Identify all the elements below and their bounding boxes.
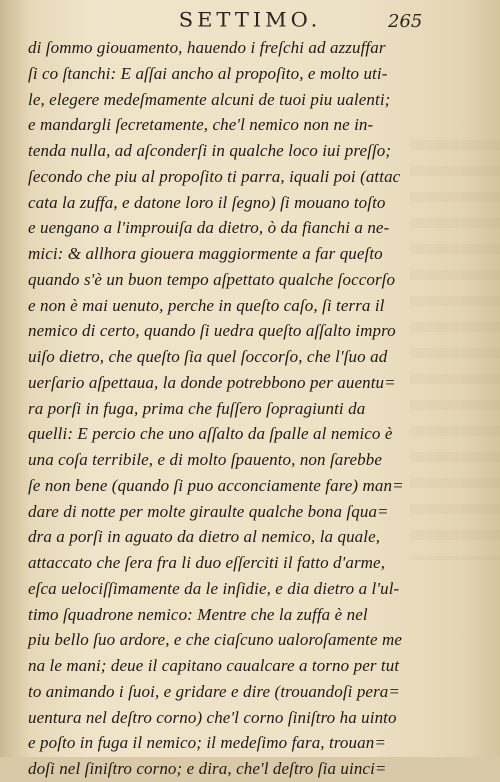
page-number: 265: [388, 11, 423, 32]
text-line: di ſommo giouamento, hauendo i freſchi ad azzuffar: [28, 38, 386, 57]
text-line: quando s'è un buon tempo aſpettato qualche ſoccorſo: [28, 269, 396, 289]
text-line: eſca uelociſſimamente da le inſidie, e dia dietro a l'ul-: [28, 578, 400, 598]
text-line: cata la zuffa, e datone loro il ſegno) ſi mouano toſto: [28, 192, 386, 212]
text-line: timo ſquadrone nemico: Mentre che la zuffa è nel: [28, 604, 368, 624]
text-line: uiſo dietro, che queſto ſia quel ſoccorſo, che l'ſuo ad: [28, 347, 388, 366]
text-line: doſi nel ſiniſtro corno; e dira, che'l deſtro ſia uinci=: [28, 759, 387, 778]
text-line: ra porſi in fuga, prima che fuſſero ſopragiunti da: [28, 398, 366, 418]
text-line: ſe non bene (quando ſi puo acconciamente fare) man=: [28, 475, 404, 495]
text-line: ſecondo che piu al propoſito ti parra, iquali poi (attac: [28, 166, 401, 186]
text-line: uentura nel deſtro corno) che'l corno ſiniſtro ha uinto: [28, 707, 397, 727]
text-line: ſi co ſtanchi: E aſſai ancho al propoſito, e molto uti-: [28, 63, 388, 83]
running-head-title: SETTIMO.: [178, 8, 322, 32]
text-line: mici: & allhora giouera maggiormente a far queſto: [28, 244, 383, 263]
text-line: dare di notte per molte giraulte qualche bona ſqua=: [28, 501, 389, 521]
text-line: e uengano a l'improuiſa da dietro, ò da fianchi a ne-: [28, 218, 390, 238]
text-line: quelli: E percio che uno aſſalto da ſpalle al nemico è: [28, 424, 393, 444]
text-line: e mandargli ſecretamente, che'l nemico non ne in-: [28, 115, 374, 135]
running-head: [0, 8, 500, 38]
text-line: na le mani; deue il capitano caualcare a torno per tut: [28, 656, 400, 675]
text-line: dra a porſi in aguato da dietro al nemico, la quale,: [28, 527, 381, 547]
text-line: le, elegere medeſmamente alcuni de tuoi piu ualenti;: [28, 89, 391, 109]
text-line: piu bello ſuo ardore, e che ciaſcuno ualoroſamente me: [28, 630, 403, 650]
text-line: una coſa terribile, e di molto ſpauento, non ſarebbe: [28, 450, 382, 469]
text-line: e non è mai uenuto, perche in queſto caſo, ſi terra il: [28, 295, 385, 315]
text-block: [28, 35, 448, 782]
text-line: nemico di certo, quando ſi uedra queſto aſſalto impro: [28, 321, 396, 341]
text-line: attaccato che ſera fra li duo eſſerciti il fatto d'arme,: [28, 553, 386, 572]
text-line: tenda nulla, ad aſconderſi in qualche loco iui preſſo;: [28, 141, 392, 160]
text-line: uerſario aſpettaua, la donde potrebbono per auentu=: [28, 372, 396, 392]
text-line: to animando i ſuoi, e gridare e dire (trouandoſi pera=: [28, 681, 400, 701]
text-line: e poſto in fuga il nemico; il medeſimo fara, trouan=: [28, 733, 386, 753]
